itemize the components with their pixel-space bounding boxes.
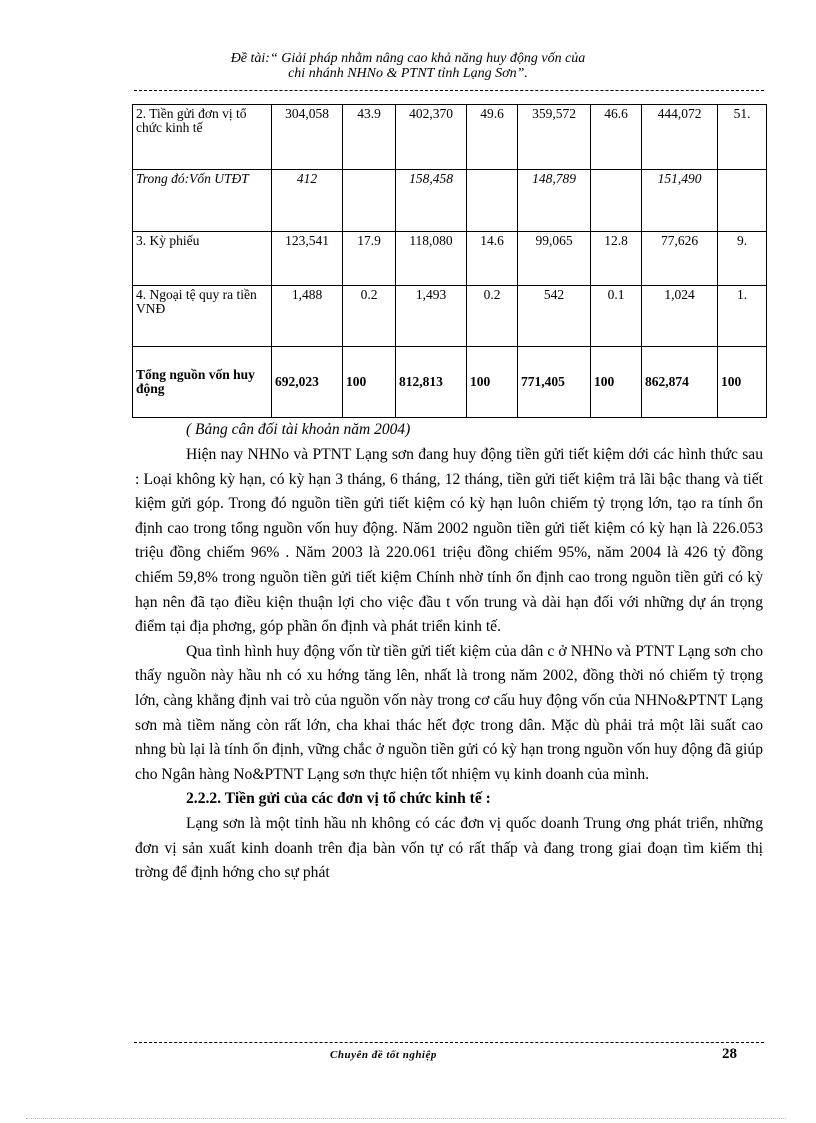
page-bottom-edge [26, 1118, 786, 1119]
table-cell: 771,405 [518, 347, 591, 418]
header-line-2: chi nhánh NHNo & PTNT tỉnh Lạng Sơn”. [288, 66, 528, 81]
table-row [133, 286, 767, 347]
row-label: 3. Kỳ phiếu [133, 232, 272, 286]
table-cell: 14.6 [467, 232, 518, 286]
table-cell: 0.2 [343, 286, 396, 347]
table-cell: 17.9 [343, 232, 396, 286]
table-caption: ( Bảng cân đối tài khoản năm 2004) [186, 421, 411, 438]
paragraph-3: Lạng sơn là một tỉnh hầu nh không có các đơn vị quốc doanh Trung ơng phát triển, những đơn vị sản xuất kinh doanh trên địa bàn vốn tự có rất thấp và đang trong giai đoạn tìm kiếm thị trờng để định hớng cho sự phát [135, 814, 763, 882]
page-number: 28 [722, 1046, 737, 1062]
table-cell: 100 [591, 347, 642, 418]
table-cell: 862,874 [642, 347, 718, 418]
table-cell [591, 170, 642, 232]
table-cell: 12.8 [591, 232, 642, 286]
table-cell: 100 [718, 347, 767, 418]
header-divider [134, 90, 764, 91]
table-cell [467, 170, 518, 232]
table-cell: 100 [467, 347, 518, 418]
table-cell: 1,488 [272, 286, 343, 347]
table-cell: 151,490 [642, 170, 718, 232]
table-cell: 1,493 [396, 286, 467, 347]
table-cell: 148,789 [518, 170, 591, 232]
table-cell: 51. [718, 105, 767, 170]
row-label: 4. Ngoại tệ quy ra tiền VNĐ [133, 286, 272, 347]
footer-divider [134, 1042, 764, 1043]
table-cell: 359,572 [518, 105, 591, 170]
table-cell: 1. [718, 286, 767, 347]
row-label: Tổng nguồn vốn huy động [133, 347, 272, 418]
table-cell: 9. [718, 232, 767, 286]
row-label: Trong đó:Vốn UTĐT [133, 170, 272, 232]
table-cell: 158,458 [396, 170, 467, 232]
table-cell: 123,541 [272, 232, 343, 286]
footer-title: Chuyên đề tốt nghiệp [330, 1049, 437, 1061]
table-cell: 99,065 [518, 232, 591, 286]
table-cell: 542 [518, 286, 591, 347]
section-heading: 2.2.2. Tiền gửi của các đơn vị tổ chức kinh tế : [186, 790, 491, 808]
row-label: 2. Tiền gửi đơn vị tổ chức kinh tế [133, 105, 272, 170]
table-cell [343, 170, 396, 232]
table-cell: 46.6 [591, 105, 642, 170]
body-text [135, 443, 763, 886]
table-cell: 304,058 [272, 105, 343, 170]
table-cell: 692,023 [272, 347, 343, 418]
table-cell: 43.9 [343, 105, 396, 170]
table-cell: 118,080 [396, 232, 467, 286]
table-row [133, 232, 767, 286]
table-cell: 0.2 [467, 286, 518, 347]
table-cell: 1,024 [642, 286, 718, 347]
header-line-1: Đề tài:“ Giải pháp nhằm nâng cao khả năng huy động vốn của [230, 51, 586, 66]
table-cell: 812,813 [396, 347, 467, 418]
paragraph-1: Hiện nay NHNo và PTNT Lạng sơn đang huy động tiền gửi tiết kiệm dới các hình thức sau : Loại không kỳ hạn, có kỳ hạn 3 tháng, 6 tháng, 12 tháng, tiền gửi tiết kiệm trả lãi bậc thang và tiết kiệm gửi góp. Trong đó nguồn tiền gửi tiết kiệm có kỳ hạn luôn chiếm tỷ trọng lớn, tạo ra tính ổn định cao trong tổng nguồn vốn huy động. Năm 2002 nguồn tiền gửi tiết kiệm có kỳ hạn là 226.053 triệu đồng chiếm 96% . Năm 2003 là 220.061 triệu đồng chiếm 95%, năm 2004 là 426 tỷ đồng chiếm 59,8% trong nguồn tiền gửi tiết kiệm Chính nhờ tính ổn định cao trong nguồn tiền gửi có kỳ hạn nên đã tạo điều kiện thuận lợi cho việc đầu t vốn trung và dài hạn đối với những dự án trọng điểm tại địa phơng, góp phần ổn định và phát triển kinh tế. [135, 446, 763, 636]
table-cell: 402,370 [396, 105, 467, 170]
table-cell: 77,626 [642, 232, 718, 286]
funding-table [132, 104, 767, 418]
table-row-total [133, 347, 767, 418]
table-row [133, 170, 767, 232]
table-cell: 444,072 [642, 105, 718, 170]
table-cell: 49.6 [467, 105, 518, 170]
table-cell [718, 170, 767, 232]
paragraph-2: Qua tình hình huy động vốn từ tiền gửi tiết kiệm của dân c ở NHNo và PTNT Lạng sơn cho thấy nguồn này hầu nh có xu hớng tăng lên, nhất là trong năm 2002, đồng thời nó chiếm tỷ trọng lớn, càng khẳng định vai trò của nguồn vốn này trong cơ cấu huy động vốn của NHNo&PTNT Lạng sơn mà tiềm năng còn rất lớn, cha khai thác hết đợc trong dân. Mặc dù phải trả một lãi suất cao nhng bù lại là tính ổn định, vững chắc ở nguồn tiền gửi có kỳ hạn trong nguồn vốn huy động đã giúp cho Ngân hàng No&PTNT Lạng sơn thực hiện tốt nhiệm vụ kinh doanh của mình. [135, 642, 763, 783]
table-cell: 412 [272, 170, 343, 232]
table-cell: 100 [343, 347, 396, 418]
table-cell: 0.1 [591, 286, 642, 347]
table-row [133, 105, 767, 170]
